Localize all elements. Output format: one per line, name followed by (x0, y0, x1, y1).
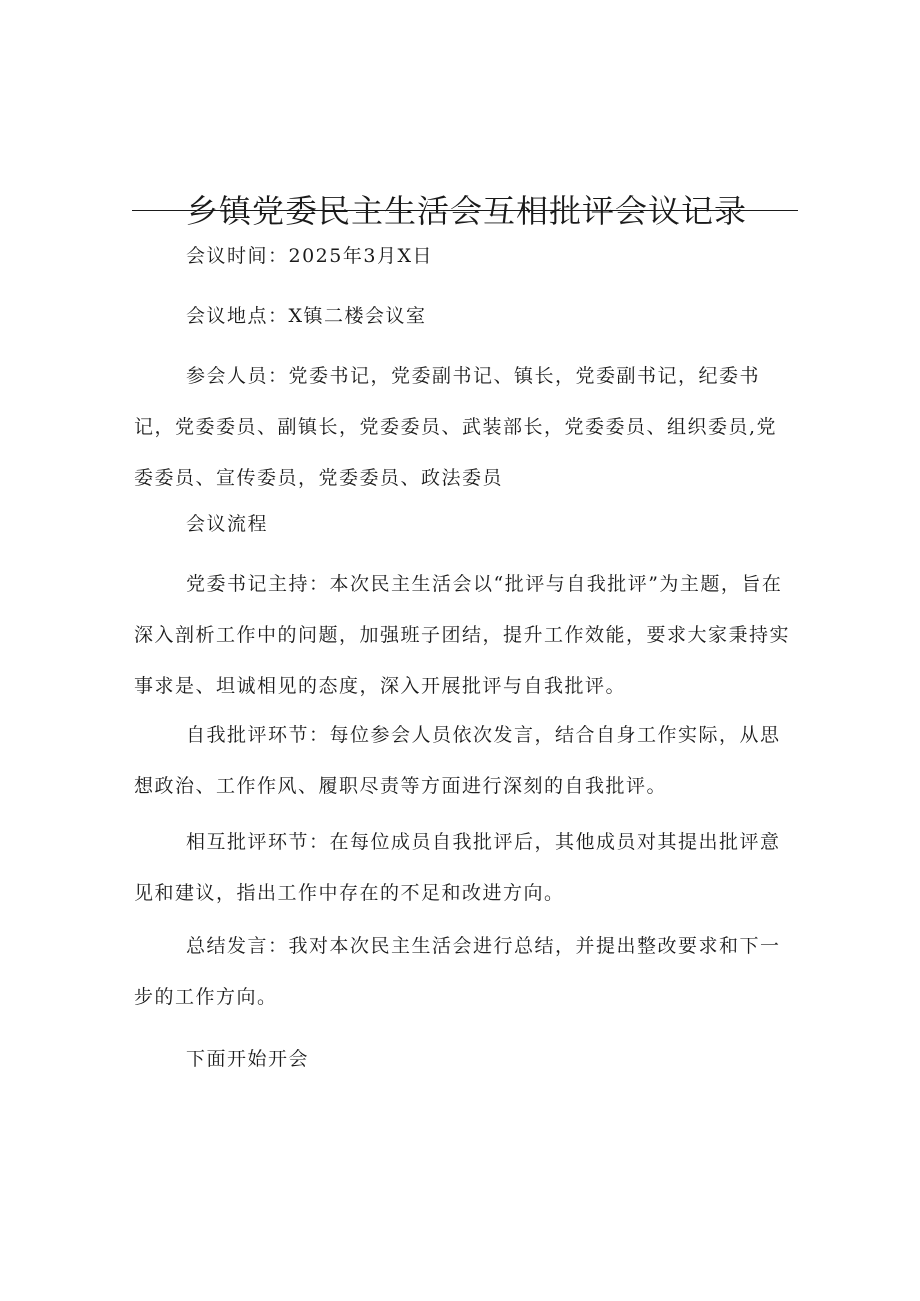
self-criticism-paragraph: 自我批评环节：每位参会人员依次发言，结合自身工作实际，从思想政治、工作作风、履职尽责等方面进行深刻的自我批评。 (134, 724, 781, 797)
title-underline (132, 210, 798, 211)
meeting-time: 会议时间：2025年3月X日 (186, 245, 433, 267)
attendees-paragraph: 参会人员：党委书记，党委副书记、镇长，党委副书记，纪委书记，党委委员、副镇长，党委委员、武装部长，党委委员、组织委员,党委委员、宣传委员，党委委员、政法委员 (134, 365, 778, 489)
meeting-place: 会议地点：X镇二楼会议室 (186, 305, 427, 327)
process-heading: 会议流程 (186, 513, 269, 535)
mutual-criticism-paragraph: 相互批评环节：在每位成员自我批评后，其他成员对其提出批评意见和建议，指出工作中存在的不足和改进方向。 (134, 831, 781, 904)
closing-line: 下面开始开会 (186, 1048, 310, 1070)
host-remarks-paragraph: 党委书记主持：本次民主生活会以“批评与自我批评”为主题，旨在深入剖析工作中的问题，加强班子团结，提升工作效能，要求大家秉持实事求是、坦诚相见的态度，深入开展批评与自我批评。 (134, 573, 791, 697)
summary-paragraph: 总结发言：我对本次民主生活会进行总结，并提出整改要求和下一步的工作方向。 (134, 935, 781, 1008)
document-title: 乡镇党委民主生活会互相批评会议记录 (186, 192, 748, 231)
